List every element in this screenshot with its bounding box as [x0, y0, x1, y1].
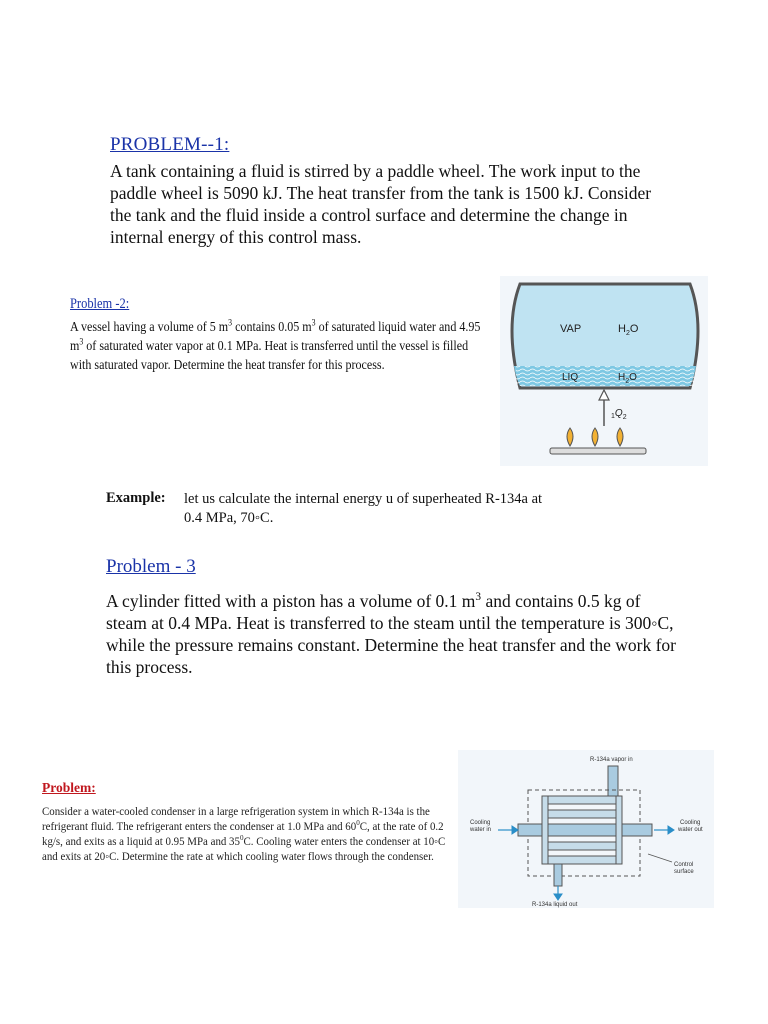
h2o-liquid-label: $H_2O$ [618, 372, 637, 385]
burner-flames [567, 428, 623, 446]
heat-label: $_1Q_2$ [611, 408, 627, 421]
problem1-text: A tank containing a fluid is stirred by a paddle wheel. The work input to the paddle wheel is 5090 kJ. The heat transfer from the tank is 1500 kJ. Consider the tank and the fluid inside a control surface and determine the change in internal energy of this control mass. [110, 161, 652, 247]
vapor-in-label: R-134a vapor in [590, 757, 633, 763]
burner-pipe [550, 448, 646, 454]
vessel-svg [500, 276, 708, 466]
h2o-vapor-label: $H_2O$ [618, 323, 639, 337]
cooling-in-label: Cooling water in [470, 820, 492, 833]
condenser-diagram [458, 750, 714, 908]
problem3-title: Problem - 3 [106, 556, 196, 577]
vap-label: VAP [560, 323, 582, 335]
liquid-outlet-pipe [554, 864, 562, 886]
problem3-text: A cylinder fitted with a piston has a volume of 0.1 $m^3$ and contains 0.5 kg of steam at 0.4 MPa. Heat is transferred to the steam until the temperature is 300◦C, while the pressure remains constant. Determine the heat transfer and the work for this process. [106, 591, 676, 677]
control-surface-leader [648, 854, 672, 862]
liq-label: LIQ [562, 372, 579, 383]
cooling-water-channel [518, 824, 652, 836]
control-surface-label: Control surface [674, 862, 694, 875]
cooling-out-label: Cooling water out [678, 820, 703, 833]
example-label: Example: [106, 490, 166, 506]
vessel-diagram [500, 276, 708, 466]
liquid-out-label: R-134a liquid out [532, 902, 578, 908]
problem4-title: Problem: [42, 780, 96, 795]
problem1-title: PROBLEM--1: [110, 134, 230, 155]
problem2-title: Problem -2: [70, 296, 130, 312]
problem2-text: A vessel having a volume of 5 $m^3$ contains 0.05 $m^3$ of saturated liquid water and 4.95 $m^3$ of saturated water vapor at 0.1 MPa. Heat is transferred until the vessel is filled with saturated vapor. Determine the heat transfer for this process. [70, 317, 481, 373]
condenser-svg [458, 750, 714, 908]
vapor-inlet-pipe [608, 766, 618, 796]
problem4-text: Consider a water-cooled condenser in a large refrigeration system in which R-134a is the refrigerant fluid. The refrigerant enters the condenser at 1.0 MPa and $60^0C$, at the rate of 0.2 kg/s, and exits as a liquid at 0.95 MPa and $35^0C$. Cooling water enters the condenser at 10◦C and exits at 20◦C. Determine the rate at which cooling water flows through the condenser. [42, 805, 446, 863]
example-text: let us calculate the internal energy u of superheated R-134a at 0.4 MPa, 70◦C. [184, 491, 543, 526]
